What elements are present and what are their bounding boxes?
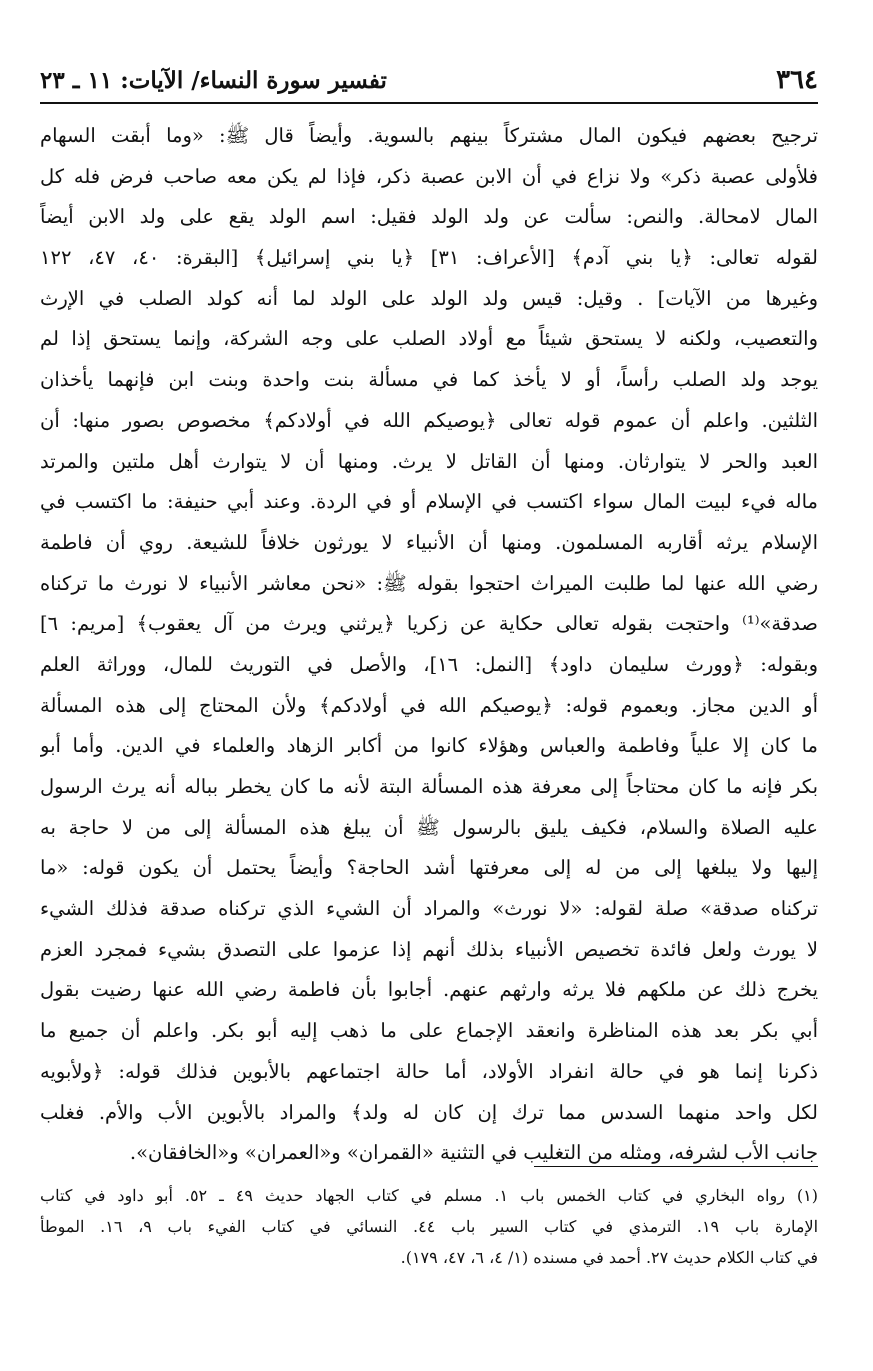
text-line: وغيرها من الآيات] . وقيل: قيس ولد الولد على الولد لما أنه كولد الصلب في الإرث <box>40 286 818 310</box>
text-line: جانب الأب لشرفه، ومثله من التغليب في التثنية «القمران» و«العمران» و«الخافقان». <box>129 1141 818 1165</box>
text-line: فلأولى عصبة ذكر» ولا نزاع في أن الابن عصبة ذكر، فإذا لم يكن معه صاحب فرض فله كل <box>40 164 818 188</box>
page-number: ٣٦٤ <box>776 65 818 95</box>
text-line: يوجد ولد الصلب رأساً، أو لا يأخذ كما في مسألة بنت واحدة وبنت ابن فإنهما يأخذان <box>40 368 818 392</box>
header-divider <box>40 102 818 104</box>
footnote-line: في كتاب الكلام حديث ٢٧. أحمد في مسنده (١/ ٤، ٦، ٤٧، ١٧٩). <box>400 1248 818 1267</box>
text-line: تركناه صدقة» صلة لقوله: «لا نورث» والمراد أن الشيء الذي تركناه صدقة فذلك الشيء <box>40 897 818 921</box>
text-line: أبي بكر بعد هذه المناظرة وانعقد الإجماع على ما ذهب إليه أبو بكر. واعلم أن جميع ما <box>40 1019 818 1043</box>
running-title: تفسير سورة النساء/ الآيات: ١١ ـ ٢٣ <box>40 66 387 94</box>
footnote-divider <box>534 1166 818 1167</box>
text-line: لقوله تعالى: ﴿يا بني آدم﴾ [الأعراف: ٣١] ﴿يا بني إسرائيل﴾ [البقرة: ٤٠، ٤٧، ١٢٢ <box>40 246 818 270</box>
text-line: لكل واحد منهما السدس مما ترك إن كان له ولد﴾ والمراد بالأبوين الأب والأم. فغلب <box>40 1100 818 1124</box>
text-line: المال لامحالة. والنص: سألت عن ولد الولد فقيل: اسم الولد يقع على ولد الابن أيضاً <box>40 205 818 229</box>
body-text <box>40 116 818 1174</box>
text-line: عليه الصلاة والسلام، فكيف يليق بالرسول ﷺ أن يبلغ هذه المسألة إلى من لا حاجة به <box>40 815 818 839</box>
text-line: صدقة»⁽¹⁾ واحتجت بقوله تعالى حكاية عن زكريا ﴿يرثني ويرث من آل يعقوب﴾ [مريم: ٦] <box>40 612 818 636</box>
text-line: يخرج ذلك عن ملكهم فلا يرثه وارثهم عنهم. أجابوا بأن فاطمة رضي الله عنها رضيت بقول <box>40 978 818 1002</box>
footnote-line: (١) رواه البخاري في كتاب الخمس باب ١. مسلم في كتاب الجهاد حديث ٤٩ ـ ٥٢. أبو داود في كتاب <box>40 1186 818 1205</box>
text-line: الإسلام يرثه أقاربه المسلمون. ومنها أن الأنبياء لا يورثون خلافاً للشيعة. روي أن فاطمة <box>40 530 818 554</box>
text-line: ذكرنا إنما هو في حالة انفراد الأولاد، أما حالة اجتماعهم بالأبوين فذلك قوله: ﴿ولأبويه <box>40 1059 818 1083</box>
text-line: وبقوله: ﴿وورث سليمان داود﴾ [النمل: ١٦]، والأصل في التوريث للمال، ووراثة العلم <box>40 652 818 676</box>
text-line: ترجيح بعضهم فيكون المال مشتركاً بينهم بالسوية. وأيضاً قال ﷺ: «وما أبقت السهام <box>40 124 818 147</box>
text-line: أو الدين مجاز. وبعموم قوله: ﴿يوصيكم الله في أولادكم﴾ ولأن المحتاج إلى هذه المسألة <box>40 693 818 717</box>
text-line: العبد والحر لا يتوارثان. ومنها أن القاتل لا يرث. ومنها أن لا يتوارث أهل ملتين والمرتد <box>40 449 818 473</box>
text-line: إليها ولا يبلغها إلى من له إلى معرفتها أشد الحاجة؟ وأيضاً يحتمل أن يكون قوله: «ما <box>40 856 818 880</box>
text-line: والتعصيب، ولكنه لا يستحق شيئاً مع أولاد الصلب على وجه الشركة، وإنما يستحق إذا لم <box>40 327 818 351</box>
page-header <box>40 62 818 98</box>
footnote-line: الإمارة باب ١٩. الترمذي في كتاب السير باب ٤٤. النسائي في كتاب الفيء باب ٩، ١٦. الموطأ <box>40 1217 818 1236</box>
text-line: بكر فإنه ما كان محتاجاً إلى معرفة هذه المسألة البتة لأنه ما كان يخطر بباله أنه يرث الرسول <box>40 775 818 798</box>
text-line: ما كان إلا علياً وفاطمة والعباس وهؤلاء كانوا من أكابر الزهاد والعلماء في الدين. وأما أبو <box>40 734 818 758</box>
text-line: رضي الله عنها لما طلبت الميراث احتجوا بقوله ﷺ: «نحن معاشر الأنبياء لا نورث ما تركناه <box>40 571 818 595</box>
text-line: لا يورث ولعل فائدة تخصيص الأنبياء بذلك أنهم إذا عزموا على التصدق بشيء فمجرد العزم <box>40 937 818 961</box>
footnotes <box>40 1180 818 1273</box>
text-line: الثلثين. واعلم أن عموم قوله تعالى ﴿يوصيكم الله في أولادكم﴾ مخصوص بصور منها: أن <box>40 408 818 432</box>
text-line: ماله فيء لبيت المال سواء اكتسب في الإسلام أو في الردة. وعند أبي حنيفة: ما اكتسب في <box>40 490 818 514</box>
